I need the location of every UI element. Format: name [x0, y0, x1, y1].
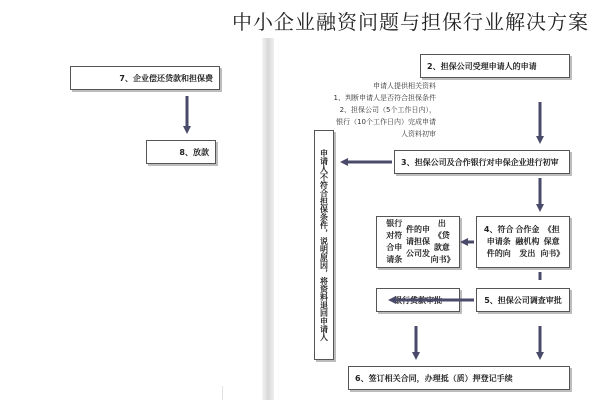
step-3-label: 3、担保公司及合作银行对申保企业进行初审: [401, 157, 559, 167]
note-line: 1、判断申请人是否符合担保条件: [333, 94, 436, 102]
bank-intent-line: 银行对符合申请条: [386, 219, 403, 264]
note-line: 2、担保公司（5个工作日内），: [339, 106, 436, 114]
step-2-label: 2、担保公司受理申请人的申请: [427, 61, 537, 71]
step-4-line: 4、符合申请条件的向: [483, 225, 514, 258]
note-line: 申请人提供相关资料: [373, 82, 436, 90]
bank-intent-line: 出《贷款意向书》: [430, 219, 455, 264]
bank-intent-line: 件的申请担保公司发: [406, 225, 430, 258]
step-6-label: 6、签订相关合同，办理抵（质）押登记手续: [355, 373, 513, 383]
step-5-label: 5、担保公司调查审批: [484, 295, 562, 305]
step-4-line: 《担保意向书》: [540, 225, 565, 258]
page-title: 中小企业融资问题与担保行业解决方案: [232, 10, 589, 34]
step-7-label: 7、企业偿还贷款和担保费: [119, 73, 213, 83]
step-4-line: 合作金融机构发出: [515, 225, 540, 258]
bank-approval-label: 银行贷款审批: [394, 295, 442, 305]
note-line: 银行（10个工作日内）完成申请: [336, 118, 436, 126]
step-8-label: 8、放款: [179, 147, 209, 157]
note-line: 人资料初审: [401, 130, 436, 138]
rejection-side-bar-label: 申请人不符合担保条件，说明原因，将资料退回申请人: [319, 149, 329, 341]
